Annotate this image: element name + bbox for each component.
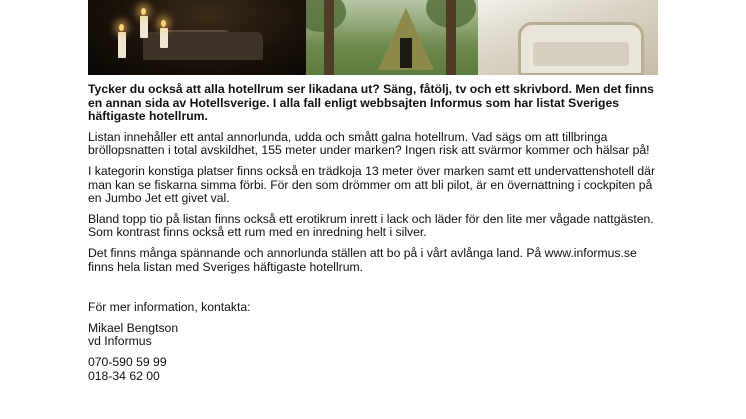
flame-icon	[141, 8, 146, 15]
contact-heading: För mer information, kontakta:	[88, 300, 251, 315]
candle-icon	[140, 16, 148, 38]
contact-title: vd Informus	[88, 334, 152, 349]
photo-silver-room	[478, 0, 658, 75]
body-paragraph-4: Det finns många spännande och annorlunda ställen att bo på i vårt avlånga land. På www.informus.se finns hela listan med Sveriges häftigaste hotellrum.	[88, 245, 637, 274]
flame-icon	[119, 24, 124, 31]
tree-trunk	[324, 0, 334, 75]
photo-forest-cabin	[306, 0, 478, 75]
body-paragraph-2: I kategorin konstiga platser finns också en trädkoja 13 meter över marken samt ett undervattenshotell där man kan se fiskarna simma förbi. För den som drömmer om att bli pilot, är en övernattning i cockpiten på en Jumbo Jet ett givet val.	[88, 163, 656, 206]
contact-phones	[88, 356, 663, 383]
contact-name: Mikael Bengtson	[88, 320, 179, 335]
contact-phone-office: 018-34 62 00	[88, 368, 160, 383]
bed-cover-shape	[533, 42, 629, 66]
flame-icon	[161, 20, 166, 27]
contact-phone-mobile: 070-590 59 99	[88, 354, 167, 369]
article-body	[88, 83, 663, 390]
header-photo-strip	[88, 0, 658, 75]
cabin-door	[400, 38, 412, 68]
photo-underground-room	[88, 0, 306, 75]
body-paragraph-3: Bland topp tio på listan finns också ett erotikrum inrett i lack och läder för den lite mer vågade nattgästen. Som kontrast finns också ett rum med en inredning helt i silver.	[88, 211, 654, 240]
contact-person	[88, 322, 663, 349]
contact-block	[88, 301, 663, 383]
tree-trunk	[446, 0, 456, 75]
lead-paragraph: Tycker du också att alla hotellrum ser likadana ut? Säng, fåtölj, tv och ett skrivbord. Men det finns en annan sida av Hotellsverige. I alla fall enligt webbsajten Informus som har listat Sveriges häftigaste hotellrum.	[88, 82, 654, 124]
body-paragraph-1: Listan innehåller ett antal annorlunda, udda och smått galna hotellrum. Vad sägs om att tillbringa bröllopsnatten i total avskildhet, 155 meter under marken? Ingen risk att svärmor kommer och hälsar på!	[88, 129, 650, 158]
candle-icon	[118, 32, 126, 58]
candle-icon	[160, 28, 168, 48]
